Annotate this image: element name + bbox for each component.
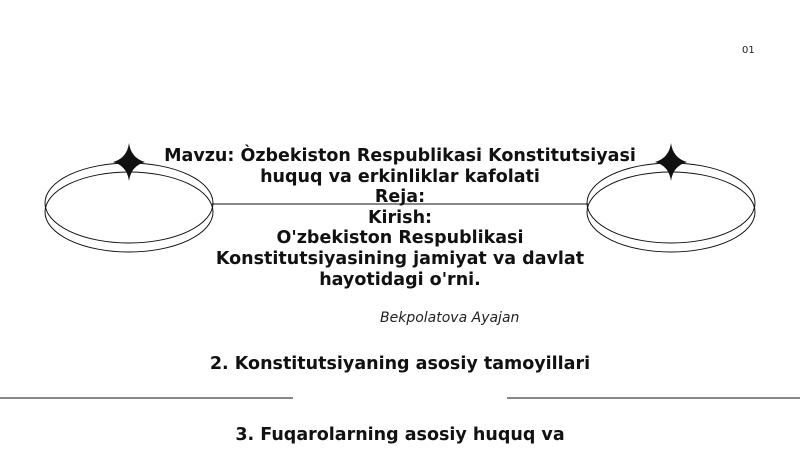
author-name: Bekpolatova Ayajan [380,310,520,326]
title-line: Mavzu: Òzbekiston Respublikasi Konstitutsiyasi [164,146,636,166]
intro-text-line: hayotidagi o'rni. [319,269,481,290]
page-number: 01 [742,45,755,56]
plan-heading: Reja: [374,187,426,208]
section-heading-2: 2. Konstitutsiyaning asosiy tamoyillari [209,354,591,374]
left-sparkle-icon [113,143,145,181]
intro-text-line: Konstitutsiyasining jamiyat va davlat [215,248,585,269]
section-heading-3: 3. Fuqarolarning asosiy huquq va [235,425,565,445]
intro-text-line: O'zbekiston Respublikasi [276,228,524,249]
title-line: huquq va erkinliklar kafolati [260,166,540,187]
right-sparkle-icon [655,143,687,181]
intro-heading: Kirish: [367,207,433,228]
title-block [150,146,650,290]
